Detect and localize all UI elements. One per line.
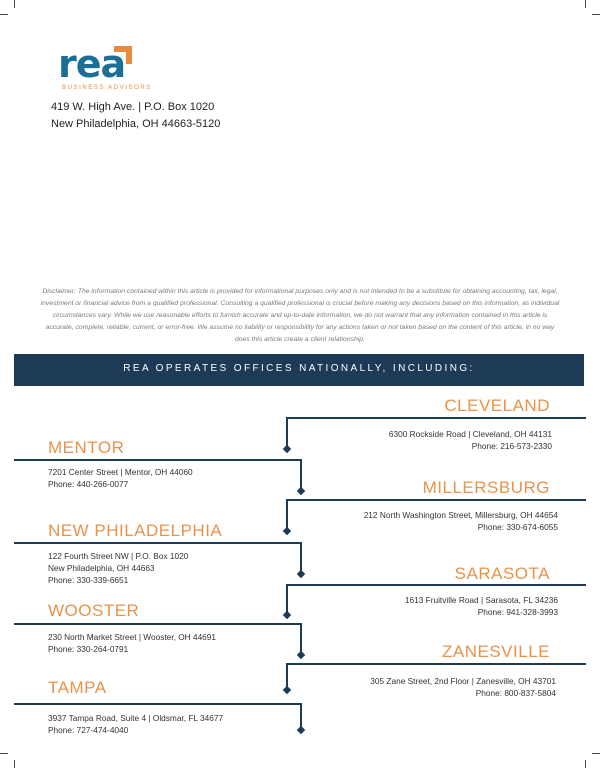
office-info-cleveland (389, 428, 552, 452)
divider-wooster (14, 623, 302, 625)
office-name-wooster: WOOSTER (48, 601, 140, 620)
crop-mark-top-right (585, 0, 586, 8)
office-info-millersburg (364, 509, 558, 533)
office-address-mentor: 7201 Center Street | Mentor, OH 44060 (48, 467, 193, 477)
connector-dot-new-philadelphia (297, 570, 305, 578)
office-address-sarasota: 1613 Fruitville Road | Sarasota, FL 34236 (404, 595, 558, 605)
office-name-mentor: MENTOR (48, 438, 125, 457)
connector-dot-wooster (297, 651, 305, 659)
office-name-tampa: TAMPA (48, 678, 107, 697)
office-address2-new-philadelphia: New Philadelphia, OH 44663 (48, 563, 155, 573)
office-info-tampa (48, 712, 223, 736)
crop-mark-bottom-left-h (0, 753, 8, 754)
office-info-zanesville (370, 675, 556, 699)
connector-dot-tampa (297, 726, 305, 734)
connector-dot-mentor (297, 487, 305, 495)
logo-tagline: BUSINESS ADVISORS (62, 85, 152, 91)
divider-millersburg (286, 499, 586, 501)
divider-cleveland (286, 417, 586, 419)
rea-logo (58, 42, 152, 96)
office-phone-wooster: Phone: 330-264-0791 (48, 644, 129, 654)
divider-sarasota (286, 584, 586, 586)
address-line-1: 419 W. High Ave. | P.O. Box 1020 (51, 101, 215, 113)
divider-mentor (14, 459, 302, 461)
divider-tampa (14, 703, 302, 705)
office-phone-mentor: Phone: 440-266-0077 (48, 479, 129, 489)
connector-dot-sarasota (283, 611, 291, 619)
office-phone-zanesville: Phone: 800-837-5804 (475, 688, 556, 698)
crop-mark-top-left-h (0, 14, 8, 15)
office-phone-cleveland: Phone: 216-573-2330 (471, 441, 552, 451)
office-address-zanesville: 305 Zane Street, 2nd Floor | Zanesville, OH 43701 (370, 676, 556, 686)
office-name-sarasota: SARASOTA (454, 564, 550, 583)
office-address-new-philadelphia: 122 Fourth Street NW | P.O. Box 1020 (48, 551, 189, 561)
crop-mark-bottom-right (585, 760, 586, 768)
offices-banner (14, 354, 584, 386)
address-line-2: New Philadelphia, OH 44663-5120 (51, 118, 221, 130)
divider-zanesville (286, 663, 586, 665)
office-name-cleveland: CLEVELAND (444, 396, 550, 415)
connector-dot-millersburg (283, 527, 291, 535)
crop-mark-top-right-h (592, 14, 600, 15)
office-address-tampa: 3937 Tampa Road, Suite 4 | Oldsmar, FL 34677 (48, 713, 224, 723)
crop-mark-top-left (14, 0, 15, 8)
offices-banner-text: REA OPERATES OFFICES NATIONALLY, INCLUDING: (123, 363, 475, 374)
office-address-millersburg: 212 North Washington Street, Millersburg, OH 44654 (363, 510, 558, 520)
office-phone-millersburg: Phone: 330-674-6055 (477, 522, 558, 532)
office-address-wooster: 230 North Market Street | Wooster, OH 44691 (48, 632, 217, 642)
office-info-mentor (48, 466, 193, 490)
office-phone-new-philadelphia: Phone: 330-339-6651 (48, 575, 129, 585)
crop-mark-bottom-left (14, 760, 15, 768)
connector-dot-zanesville (283, 686, 291, 694)
divider-new-philadelphia (14, 542, 302, 544)
logo-wordmark: rea (58, 42, 126, 86)
office-info-wooster (48, 631, 216, 655)
office-phone-sarasota: Phone: 941-328-3993 (477, 607, 558, 617)
disclaimer-text: Disclaimer: The information contained within this article is provided for informational purposes only and is not intended to be a substitute for obtaining accounting, tax, legal, investment or financial advice from a qualified professional. Consulting a qualified professional is crucial before making any decisions based on this information, as individual circumstances vary. While we use reasonable efforts to furnish accurate and up-to-date information, we do not warrant that any information contained in this article is accurate, complete, reliable, current, or error-free. We assume no liability or responsibility for any actions taken or not taken based on the content of this article, in no way does this article create a client relationship. (40, 288, 560, 343)
office-address-cleveland: 6300 Rockside Road | Cleveland, OH 44131 (388, 429, 552, 439)
office-info-sarasota (405, 594, 558, 618)
crop-mark-bottom-right-h (592, 753, 600, 754)
office-name-millersburg: MILLERSBURG (422, 478, 550, 497)
office-phone-tampa: Phone: 727-474-4040 (48, 725, 129, 735)
office-info-new-philadelphia (48, 550, 188, 586)
arrow-corner-icon (114, 46, 132, 64)
connector-dot-cleveland (283, 445, 291, 453)
office-name-new-philadelphia: NEW PHILADELPHIA (48, 521, 223, 540)
office-name-zanesville: ZANESVILLE (442, 642, 550, 661)
